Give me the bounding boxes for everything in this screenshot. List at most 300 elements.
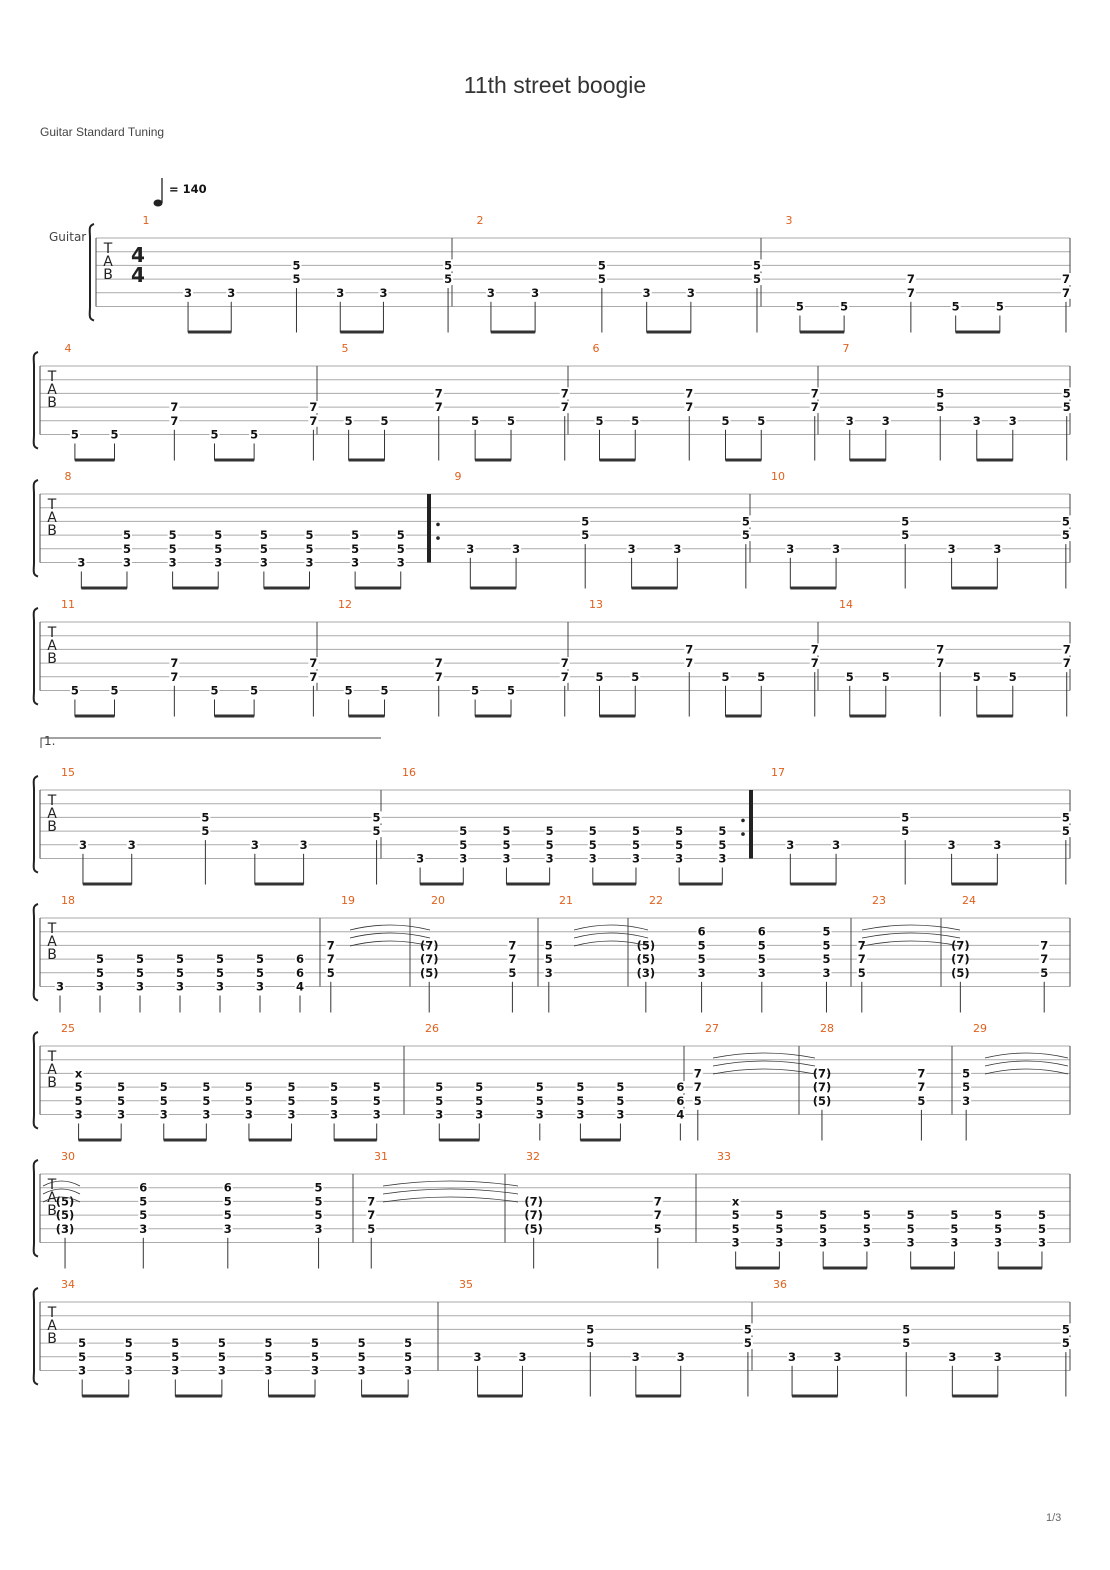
fret-number: (5) xyxy=(636,938,656,953)
fret-number: (5) xyxy=(636,952,656,967)
fret-number: 5 xyxy=(741,528,750,543)
fret-number: 5 xyxy=(822,924,831,939)
beam xyxy=(792,1395,837,1398)
fret-number: 5 xyxy=(917,1093,926,1108)
fret-number: 7 xyxy=(653,1194,662,1209)
tab-clef-letter: B xyxy=(103,267,113,283)
fret-number: (7) xyxy=(951,938,970,953)
fret-number: 5 xyxy=(202,1093,211,1108)
measure-number: 4 xyxy=(64,342,72,355)
fret-number: 5 xyxy=(819,1221,828,1236)
fret-number: 5 xyxy=(70,683,79,698)
fret-number: 3 xyxy=(757,965,766,980)
fret-number: 5 xyxy=(78,1336,87,1351)
fret-number: 7 xyxy=(560,656,569,671)
tie-curve xyxy=(383,1181,518,1186)
fret-number: 3 xyxy=(351,555,360,570)
beam xyxy=(636,1395,681,1398)
beam xyxy=(977,715,1013,718)
fret-number: 5 xyxy=(721,669,730,684)
fret-number: 3 xyxy=(947,541,956,556)
measure-number: 13 xyxy=(589,598,603,611)
fret-number: 6 xyxy=(295,965,305,980)
beam xyxy=(475,715,511,718)
beam xyxy=(340,331,383,334)
fret-number: 5 xyxy=(404,1349,413,1364)
tab-clef-letter: B xyxy=(47,1331,57,1347)
fret-number: (7) xyxy=(419,938,439,953)
measure-number: 35 xyxy=(459,1278,473,1291)
fret-number: 3 xyxy=(127,837,136,852)
fret-number: 5 xyxy=(586,1336,595,1351)
beam xyxy=(255,883,304,886)
measure-number: 15 xyxy=(61,766,75,779)
fret-number: 3 xyxy=(124,1363,133,1378)
tab-clef-letter: B xyxy=(47,1203,57,1219)
fret-number: 5 xyxy=(305,528,314,543)
measure-number: 2 xyxy=(476,214,484,227)
measure-number: 23 xyxy=(872,894,886,907)
fret-number: 7 xyxy=(693,1066,702,1081)
tab-clef-letter: A xyxy=(47,510,57,526)
fret-number: 3 xyxy=(972,413,981,428)
fret-number: 3 xyxy=(832,541,841,556)
fret-number: 3 xyxy=(223,1221,232,1236)
fret-number: 3 xyxy=(535,1107,544,1122)
measure-number: 6 xyxy=(592,342,600,355)
beam xyxy=(83,883,132,886)
fret-number: 5 xyxy=(595,413,604,428)
beam xyxy=(800,331,844,334)
fret-number: 5 xyxy=(822,952,831,967)
fret-number: 5 xyxy=(217,1349,226,1364)
fret-number: 7 xyxy=(309,400,318,415)
tab-clef-letter: T xyxy=(103,241,113,257)
fret-number: 3 xyxy=(786,837,795,852)
fret-number: 3 xyxy=(576,1107,585,1122)
fret-number: 5 xyxy=(380,683,389,698)
time-signature-bottom: 4 xyxy=(131,263,145,287)
fret-number: 5 xyxy=(475,1093,484,1108)
fret-number: 5 xyxy=(507,413,516,428)
fret-number: 5 xyxy=(372,810,381,825)
fret-number: 6 xyxy=(676,1093,685,1108)
measure-number: 11 xyxy=(61,598,75,611)
fret-number: 5 xyxy=(502,837,511,852)
fret-number: 5 xyxy=(752,258,761,273)
fret-number: 5 xyxy=(214,528,223,543)
fret-number: 3 xyxy=(775,1235,784,1250)
fret-number: 3 xyxy=(95,979,105,994)
fret-number: 5 xyxy=(372,824,381,839)
beam xyxy=(600,459,636,462)
fret-number: 3 xyxy=(718,851,727,866)
fret-number: 3 xyxy=(214,555,223,570)
fret-number: 5 xyxy=(508,965,517,980)
fret-number: 5 xyxy=(159,1080,168,1095)
fret-number: 5 xyxy=(741,514,750,529)
tab-clef-letter: T xyxy=(47,625,57,641)
fret-number: 7 xyxy=(309,656,318,671)
fret-number: 7 xyxy=(1062,642,1071,657)
fret-number: 5 xyxy=(135,952,145,967)
fret-number: 3 xyxy=(862,1235,871,1250)
fret-number: 5 xyxy=(223,1208,232,1223)
fret-number: 5 xyxy=(597,272,606,287)
beam xyxy=(475,459,511,462)
fret-number: 3 xyxy=(466,541,475,556)
fret-number: 5 xyxy=(292,258,301,273)
tab-clef-letter: B xyxy=(47,1075,57,1091)
measure-number: 19 xyxy=(341,894,355,907)
fret-number: (5) xyxy=(812,1093,832,1108)
fret-number: 7 xyxy=(434,386,443,401)
fret-number: 5 xyxy=(1061,810,1070,825)
tie-curve xyxy=(985,1061,1068,1066)
fret-number: 5 xyxy=(435,1080,444,1095)
tie-curve xyxy=(985,1053,1068,1058)
tie-curve xyxy=(862,933,960,938)
fret-number: 5 xyxy=(314,1208,323,1223)
fret-number: 5 xyxy=(757,938,766,953)
fret-number: 3 xyxy=(545,851,554,866)
beam xyxy=(188,331,231,334)
beam xyxy=(75,459,115,462)
measure-number: 18 xyxy=(61,894,75,907)
fret-number: 3 xyxy=(168,555,177,570)
beam xyxy=(81,587,127,590)
fret-number: 7 xyxy=(1062,656,1071,671)
fret-number: 5 xyxy=(901,514,910,529)
beam xyxy=(215,715,255,718)
fret-number: 5 xyxy=(117,1093,126,1108)
fret-number: 6 xyxy=(757,924,766,939)
fret-number: 3 xyxy=(314,1221,323,1236)
fret-number: 5 xyxy=(775,1208,784,1223)
fret-number: 3 xyxy=(1037,1235,1046,1250)
fret-number: 7 xyxy=(170,669,179,684)
fret-number: 3 xyxy=(994,1235,1003,1250)
fret-number: 5 xyxy=(314,1180,323,1195)
fret-number: 3 xyxy=(135,979,145,994)
tab-clef-letter: B xyxy=(47,395,57,411)
fret-number: 5 xyxy=(372,1080,381,1095)
tab-clef-letter: A xyxy=(47,382,57,398)
fret-number: 5 xyxy=(902,1322,911,1337)
fret-number: 5 xyxy=(950,1208,959,1223)
fret-number: 5 xyxy=(330,1093,339,1108)
beam xyxy=(334,1139,377,1142)
fret-number: 3 xyxy=(336,285,345,300)
fret-number: 3 xyxy=(948,1349,957,1364)
fret-number: 5 xyxy=(588,824,597,839)
beam xyxy=(790,883,836,886)
fret-number: 5 xyxy=(139,1208,148,1223)
time-signature-top: 4 xyxy=(131,243,145,267)
fret-number: 3 xyxy=(117,1107,126,1122)
beam xyxy=(952,883,998,886)
fret-number: 5 xyxy=(351,528,360,543)
fret-number: 7 xyxy=(434,400,443,415)
fret-number: 5 xyxy=(74,1080,83,1095)
fret-number: 7 xyxy=(170,400,179,415)
fret-number: 5 xyxy=(171,1336,180,1351)
fret-number: 3 xyxy=(372,1107,381,1122)
fret-number: 5 xyxy=(1037,1221,1046,1236)
fret-number: 3 xyxy=(459,851,468,866)
beam xyxy=(977,459,1013,462)
fret-number: 5 xyxy=(459,824,468,839)
fret-number: 5 xyxy=(588,837,597,852)
beam xyxy=(79,1139,122,1142)
fret-number: 7 xyxy=(508,952,517,967)
fret-number: 5 xyxy=(287,1093,296,1108)
fret-number: 5 xyxy=(901,528,910,543)
fret-number: 5 xyxy=(1037,1208,1046,1223)
measure-number: 24 xyxy=(962,894,976,907)
fret-number: 7 xyxy=(810,386,819,401)
fret-number: 5 xyxy=(795,299,804,314)
fret-number: 3 xyxy=(531,285,540,300)
fret-number: 3 xyxy=(697,965,706,980)
measure-number: 3 xyxy=(785,214,793,227)
fret-number: (7) xyxy=(812,1080,832,1095)
tab-clef-letter: A xyxy=(47,638,57,654)
fret-number: 7 xyxy=(170,656,179,671)
fret-number: 7 xyxy=(653,1208,662,1223)
fret-number: 5 xyxy=(675,837,684,852)
fret-number: 5 xyxy=(117,1080,126,1095)
fret-number: 3 xyxy=(330,1107,339,1122)
fret-number: 5 xyxy=(264,1336,273,1351)
fret-number: 5 xyxy=(344,683,353,698)
fret-number: 7 xyxy=(326,952,335,967)
fret-number: 5 xyxy=(124,1349,133,1364)
beam xyxy=(679,883,722,886)
fret-number: 5 xyxy=(214,541,223,556)
fret-number: 5 xyxy=(1061,1336,1070,1351)
beam xyxy=(173,587,219,590)
fret-number: 5 xyxy=(544,952,553,967)
fret-number: 7 xyxy=(367,1194,376,1209)
fret-number: 3 xyxy=(379,285,388,300)
fret-number: 5 xyxy=(595,669,604,684)
fret-number: 7 xyxy=(685,642,694,657)
fret-number: 5 xyxy=(576,1093,585,1108)
fret-number: 3 xyxy=(159,1107,168,1122)
fret-number: 5 xyxy=(586,1322,595,1337)
beam xyxy=(998,1267,1042,1270)
fret-number: 5 xyxy=(1062,386,1071,401)
system-bracket xyxy=(34,608,38,705)
beam xyxy=(470,587,516,590)
fret-number: (7) xyxy=(812,1066,832,1081)
fret-number: 5 xyxy=(862,1221,871,1236)
tab-clef-letter: A xyxy=(47,934,57,950)
beam xyxy=(249,1139,292,1142)
fret-number: 5 xyxy=(1062,400,1071,415)
volta-label: 1. xyxy=(44,734,56,748)
fret-number: 4 xyxy=(676,1107,685,1122)
fret-number: 7 xyxy=(936,642,945,657)
beam xyxy=(268,1395,315,1398)
measure-number: 8 xyxy=(64,470,72,483)
measure-number: 22 xyxy=(649,894,663,907)
song-title: 11th street boogie xyxy=(463,72,647,98)
system-bracket xyxy=(34,1032,38,1129)
fret-number: 7 xyxy=(685,400,694,415)
fret-number: 7 xyxy=(560,669,569,684)
tempo-value: = 140 xyxy=(169,182,207,196)
measure-number: 25 xyxy=(61,1022,75,1035)
fret-number: 7 xyxy=(1061,272,1070,287)
measure-number: 27 xyxy=(705,1022,719,1035)
beam xyxy=(823,1267,867,1270)
fret-number: 7 xyxy=(936,656,945,671)
beam xyxy=(478,1395,523,1398)
system-bracket xyxy=(34,904,38,1001)
beam xyxy=(215,459,255,462)
fret-number: 3 xyxy=(250,837,259,852)
fret-number: 5 xyxy=(1061,824,1070,839)
fret-number: 5 xyxy=(110,683,119,698)
fret-number: 7 xyxy=(309,669,318,684)
tab-clef-letter: T xyxy=(47,793,57,809)
fret-number: 3 xyxy=(217,1363,226,1378)
fret-number: 7 xyxy=(693,1080,702,1095)
repeat-dot xyxy=(741,819,745,823)
beam xyxy=(736,1267,780,1270)
measure-number: 17 xyxy=(771,766,785,779)
fret-number: 3 xyxy=(215,979,225,994)
instrument-label: Guitar xyxy=(49,230,87,244)
tab-clef-letter: A xyxy=(103,254,113,270)
beam xyxy=(911,1267,955,1270)
fret-number: 5 xyxy=(287,1080,296,1095)
fret-number: 7 xyxy=(1040,952,1049,967)
fret-number: 5 xyxy=(168,528,177,543)
fret-number: 6 xyxy=(223,1180,232,1195)
tab-clef-letter: A xyxy=(47,1190,57,1206)
fret-number: 5 xyxy=(862,1208,871,1223)
fret-number: 5 xyxy=(244,1080,253,1095)
fret-number: 5 xyxy=(718,824,727,839)
fret-number: 5 xyxy=(159,1093,168,1108)
fret-number: 7 xyxy=(560,386,569,401)
fret-number: 5 xyxy=(175,952,185,967)
fret-number: 5 xyxy=(357,1349,366,1364)
fret-number: 3 xyxy=(435,1107,444,1122)
fret-number: 3 xyxy=(486,285,495,300)
measure-number: 31 xyxy=(374,1150,388,1163)
fret-number: 5 xyxy=(697,938,706,953)
fret-number: 3 xyxy=(845,413,854,428)
fret-number: 5 xyxy=(936,386,945,401)
beam xyxy=(952,1395,997,1398)
fret-number: 5 xyxy=(901,824,910,839)
fret-number: 7 xyxy=(508,938,517,953)
tab-clef-letter: T xyxy=(47,921,57,937)
system-bracket xyxy=(34,480,38,577)
fret-number: 3 xyxy=(673,541,682,556)
fret-number: 5 xyxy=(1040,965,1049,980)
fret-number: 6 xyxy=(139,1180,148,1195)
fret-number: (7) xyxy=(419,952,439,967)
measure-number: 30 xyxy=(61,1150,75,1163)
fret-number: 7 xyxy=(810,656,819,671)
fret-number: 5 xyxy=(581,528,590,543)
fret-number: 5 xyxy=(994,1208,1003,1223)
fret-number: 3 xyxy=(686,285,695,300)
fret-number: 5 xyxy=(223,1194,232,1209)
fret-number: 5 xyxy=(1008,669,1017,684)
fret-number: 5 xyxy=(168,541,177,556)
measure-number: 32 xyxy=(526,1150,540,1163)
measure-number: 29 xyxy=(973,1022,987,1035)
fret-number: 5 xyxy=(631,837,640,852)
fret-number: 3 xyxy=(993,541,1002,556)
fret-number: 5 xyxy=(326,965,335,980)
fret-number: 3 xyxy=(244,1107,253,1122)
measure-number: 36 xyxy=(773,1278,787,1291)
fret-number: 3 xyxy=(77,555,86,570)
fret-number: 5 xyxy=(502,824,511,839)
fret-number: 3 xyxy=(473,1349,482,1364)
fret-number: (5) xyxy=(55,1194,75,1209)
measure-number: 7 xyxy=(842,342,850,355)
fret-number: 3 xyxy=(675,851,684,866)
fret-number: 5 xyxy=(819,1208,828,1223)
fret-number: 3 xyxy=(287,1107,296,1122)
fret-number: 3 xyxy=(832,837,841,852)
fret-number: 3 xyxy=(588,851,597,866)
beam xyxy=(355,587,401,590)
fret-number: 3 xyxy=(731,1235,740,1250)
fret-number: 5 xyxy=(210,683,219,698)
fret-number: 7 xyxy=(326,938,335,953)
measure-number: 16 xyxy=(402,766,416,779)
fret-number: 5 xyxy=(743,1336,752,1351)
tab-clef-letter: A xyxy=(47,1062,57,1078)
fret-number: 5 xyxy=(845,669,854,684)
fret-number: 5 xyxy=(201,824,210,839)
fret-number: 5 xyxy=(881,669,890,684)
beam xyxy=(264,587,310,590)
fret-number: 5 xyxy=(217,1336,226,1351)
fret-number: 5 xyxy=(311,1349,320,1364)
tab-clef-letter: A xyxy=(47,1318,57,1334)
tab-clef-letter: T xyxy=(47,497,57,513)
fret-number: (5) xyxy=(55,1208,75,1223)
fret-number: 5 xyxy=(544,938,553,953)
fret-number: 3 xyxy=(947,837,956,852)
fret-number: 5 xyxy=(950,1221,959,1236)
system-bracket xyxy=(34,776,38,873)
fret-number: 3 xyxy=(642,285,651,300)
beam xyxy=(439,1139,479,1142)
fret-number: 6 xyxy=(676,1080,685,1095)
tab-clef-letter: T xyxy=(47,1049,57,1065)
tuning-label: Guitar Standard Tuning xyxy=(40,125,165,139)
fret-number: 3 xyxy=(184,285,193,300)
fret-number: 3 xyxy=(175,979,185,994)
measure-number: 34 xyxy=(61,1278,75,1291)
fret-number: 5 xyxy=(396,541,405,556)
fret-number: 5 xyxy=(995,299,1004,314)
fret-number: 3 xyxy=(139,1221,148,1236)
fret-number: 5 xyxy=(139,1194,148,1209)
fret-number: 5 xyxy=(201,810,210,825)
